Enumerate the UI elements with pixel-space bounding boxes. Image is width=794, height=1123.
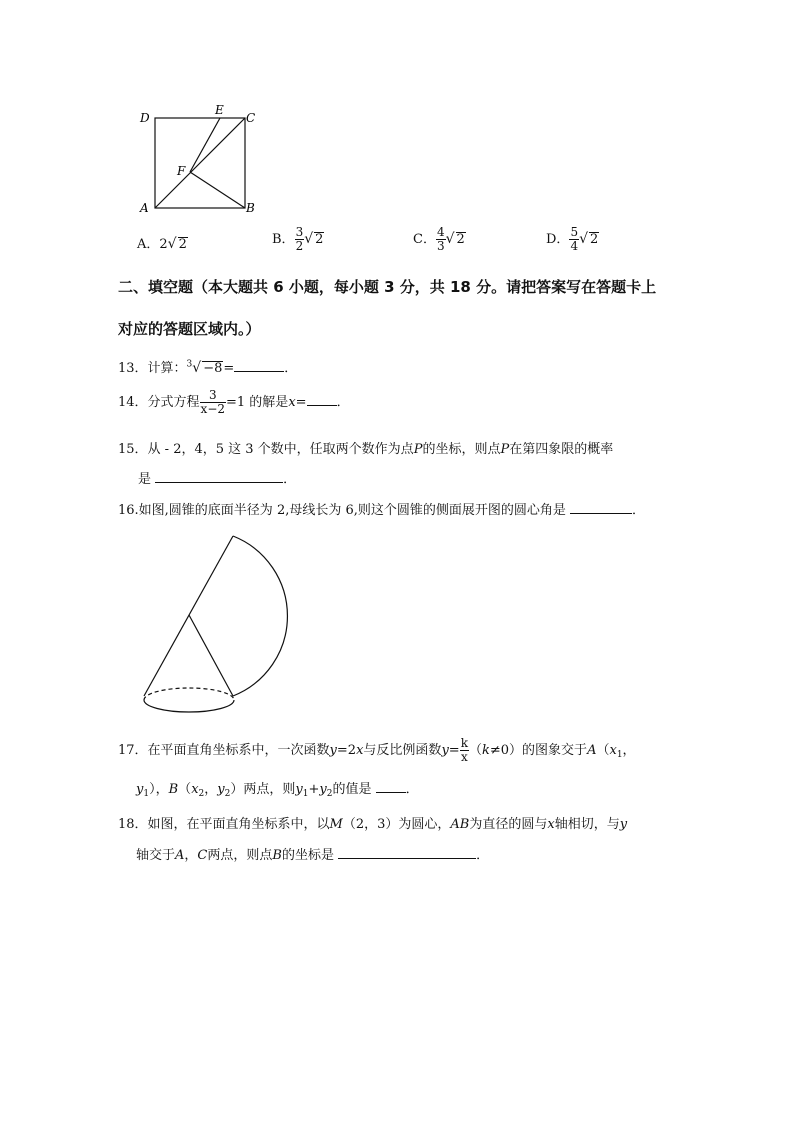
label-f: F xyxy=(177,164,186,178)
question-18-line1: 18．如图，在平面直角坐标系中，以M（2，3）为圆心，AB为直径的圆与x轴相切，与y xyxy=(118,817,628,832)
section-heading-line2: 对应的答题区域内。） xyxy=(118,320,261,338)
label-c: C xyxy=(246,111,256,125)
choice-a: A．2√ 2 xyxy=(137,236,187,252)
slant-inner xyxy=(189,615,233,696)
base-ellipse-back xyxy=(144,688,234,700)
question-17-line1: 17．在平面直角坐标系中，一次函数y=2x与反比例函数y= $\frac{k}{x}$ （k≠0）的图象交于$A(x_1$， xyxy=(118,736,636,764)
segment-fb xyxy=(190,172,245,208)
diagonal-ac xyxy=(155,118,245,208)
label-a: A xyxy=(140,201,149,215)
base-ellipse-front xyxy=(144,700,234,712)
cone-figure xyxy=(135,530,295,720)
question-13: 13．计算：$^3$√ −8= ． xyxy=(118,359,298,376)
section-heading-line1: 二、填空题（本大题共 6 小题，每小题 3 分，共 18 分。请把答案写在答题卡上 xyxy=(118,278,657,296)
question-18-line2: 轴交于A，C两点，则点B的坐标是 ． xyxy=(136,848,490,863)
choice-d: D． $\frac{5}{4}$ √ 2 xyxy=(546,225,599,253)
sector-arc xyxy=(233,536,287,696)
question-14: 14．分式方程 $\frac{3}{x-2}$ =1 的解是x= ． xyxy=(118,388,350,416)
choice-c: C． $\frac{4}{3}$ √ 2 xyxy=(413,225,465,253)
question-15-line1: 15．从 - 2，4，5 这 3 个数中，任取两个数作为点P的坐标，则点P在第四象限的概率 xyxy=(118,442,614,457)
question-15-line2: 是 ． xyxy=(138,472,297,487)
choice-b: B． $\frac{3}{2}$ √ 2 xyxy=(272,225,324,253)
question-16: 16.如图,圆锥的底面半径为 2,母线长为 6,则这个圆锥的侧面展开图的圆心角是 ． xyxy=(118,503,646,518)
label-b: B xyxy=(246,201,255,215)
label-e: E xyxy=(215,103,224,117)
label-d: D xyxy=(140,111,150,125)
segment-fe xyxy=(190,118,220,172)
question-17-line2: $y_1$），$B(x_2$，$y_2$）两点，则$y_1+y_2$的值是 ． xyxy=(136,782,419,799)
square-figure xyxy=(135,100,265,220)
